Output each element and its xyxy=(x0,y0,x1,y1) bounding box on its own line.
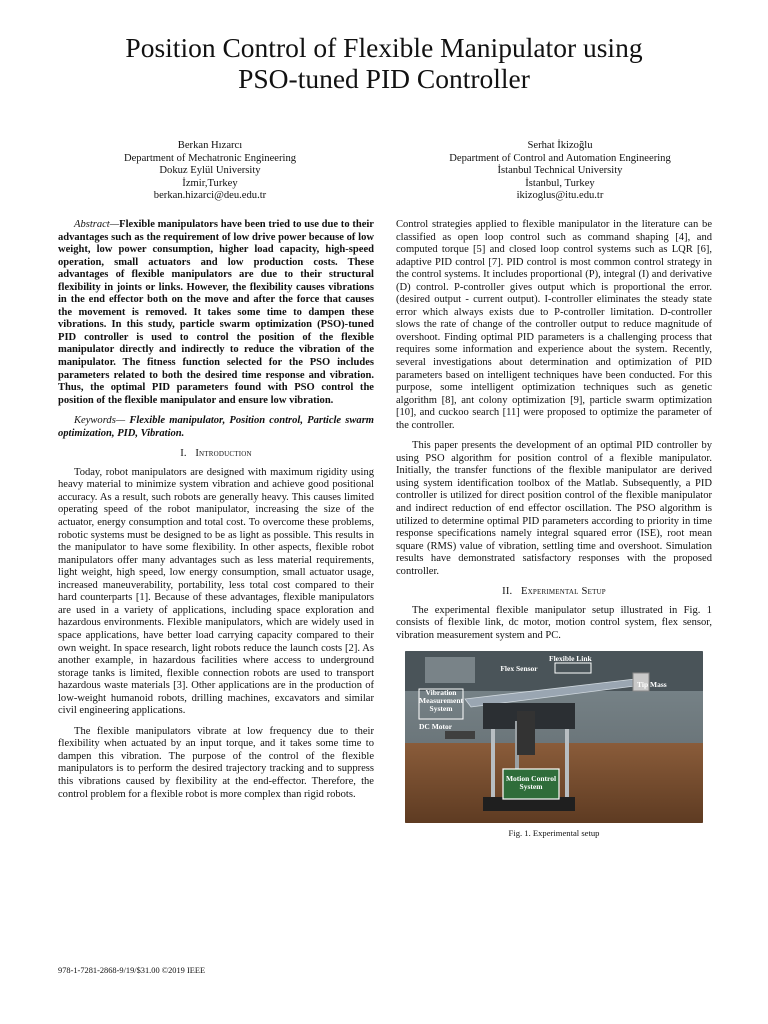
label-motion-control: Motion Control System xyxy=(505,773,557,791)
paragraph-intro-1: Today, robot manipulators are designed with maximum rigidity using heavy material to minimize system vibration and achieve good positional accuracy. As a result, such robots are generally heavy. This causes limited operating speed of the robot manipulator, increasing the size of the actuator, energy consumption and total cost. To overcome these problems, robotic systems must be designed to be as light as possible. This results in the manipulator to have some flexibility. In other aspects, flexible robot manipulators offer many advantages such as less material requirements, light weight, high speed, low energy consumption, small actuator usage, increased maneuverability, portability, less total cost compared to their hard counterparts [1]. Because of these advantages, flexible manipulators are used in a variety of applications, including space exploration and hazardous environments. Flexible manipulators, which are widely used in space applications, have better load carrying capacity compared to their own weight. In space research, light robots reduce the launch costs [2]. As another example, in hazardous facilities where access to underground storage tanks is limited, flexible connection robots are used to transport hazardous waste materials [3]. Other applications are in the production of low-weight humanoid robots, drilling machines, excavators and similar civil engineering applications. xyxy=(58,466,374,717)
label-flexible-link: Flexible Link xyxy=(549,653,592,663)
figure-experimental-setup xyxy=(405,651,703,823)
setup-photo xyxy=(405,651,703,823)
section-heading-setup: II. Experimental Setup xyxy=(502,586,606,598)
keywords-lead: Keywords— xyxy=(74,415,130,427)
figure-caption: Fig. 1. Experimental setup xyxy=(508,827,600,838)
background-window xyxy=(425,657,475,683)
author-email[interactable]: berkan.hizarci@deu.edu.tr xyxy=(153,190,267,202)
label-flex-sensor: Flex Sensor xyxy=(500,663,538,673)
author-city: İstanbul, Turkey xyxy=(525,177,595,189)
author-univ: İstanbul Technical University xyxy=(497,165,623,177)
footer-copyright: 978-1-7281-2868-9/19/$31.00 ©2019 IEEE xyxy=(58,966,206,975)
paragraph-intro-2: The flexible manipulators vibrate at low frequency due to their flexibility when actuated by an input torque, and it takes some time to dampen this vibration. The purpose of the control of the flexible manipulators is to perform the desired trajectory tracking and to suppress this vibrations caused by flexibility at the end-effector. Therefore, the control problem for a flexible robot is more complex than rigid robots. xyxy=(58,725,374,800)
author-city: İzmir,Turkey xyxy=(182,177,238,189)
right-column xyxy=(396,219,712,839)
support-rod xyxy=(565,729,569,807)
label-vibration-system: Vibration Measurement System xyxy=(419,687,464,713)
author-block-1 xyxy=(60,140,360,203)
left-column xyxy=(58,219,374,809)
author-dept: Department of Mechatronic Engineering xyxy=(123,152,297,164)
author-name: Berkan Hızarcı xyxy=(177,140,243,151)
section-heading-intro: I. Introduction xyxy=(180,448,252,460)
author-dept: Department of Control and Automation Engineering xyxy=(449,152,671,164)
support-rod xyxy=(491,729,495,807)
author-univ: Dokuz Eylül University xyxy=(159,165,261,177)
label-dc-motor: DC Motor xyxy=(419,721,453,731)
title-line-1: Position Control of Flexible Manipulator using xyxy=(125,32,643,63)
label-tip-mass: Tip Mass xyxy=(637,679,667,689)
author-name: Serhat İkizoğlu xyxy=(527,140,593,151)
dc-motor-body xyxy=(517,711,535,755)
paragraph-right-2: This paper presents the development of an optimal PID controller by using PSO algorithm for position control of a flexible manipulator. Initially, the transfer functions of the flexible manipulator are derived using system identification toolbox of the Matlab. Subsequently, a PID controller is utilized for direct position control of the flexible manipulator and indirect reduction of end effector oscillation. The PSO algorithm is utilized to determine optimal PID parameters according to priority in time response specifications namely integral squared error (ISE), root mean square (RMS) value of vibration, settling time and overshoot. Simulation results have demonstrated satisfactory responses with the proposed controller. xyxy=(396,440,712,577)
paragraph-setup-1: The experimental flexible manipulator setup illustrated in Fig. 1 consists of flexible link, dc motor, motion control system, flex sensor, vibration measurement system and PC. xyxy=(396,604,712,641)
author-email[interactable]: ikizoglus@itu.edu.tr xyxy=(516,190,604,202)
abstract xyxy=(58,219,374,407)
keywords-text: Flexible manipulator, Position control, Particle swarm optimization, PID, Vibration. xyxy=(58,415,374,439)
paper-title xyxy=(40,32,728,94)
paragraph-right-1: Control strategies applied to flexible manipulator in the literature can be classified as open loop control such as command shaping [4], and computed torque [5] and closed loop control systems such as LQR [6], adaptive PID control [7]. PID control is most common control strategy in the control systems. It includes proportional (P), integral (I) and derivative (D) control. P-controller gives output which is proportional the error. (desired output - current output). I-controller eliminates the steady state error which always exists due to P-controller limitation. D-controller slows the rate of change of the controller output to reduce magnitude of overshoot. Finding optimal PID parameters is a challenging process that requires some information and experience about the system. Recently, several investigations about determination and optimization of PID parameters based on intelligent techniques have been conducted. For this purpose, some intelligent optimization techniques such as genetic algorithm [8], ant colony optimization [9], particle swarm optimization [10], and cuckoo search [11] were proposed to optimize the parameter of the controller. xyxy=(396,219,712,431)
sensor-board xyxy=(445,731,475,739)
abstract-text: Flexible manipulators have been tried to use due to their advantages such as the requirement of low drive power because of low weight, low power consumption, higher load capacity, high-speed operation, small actuators and low production costs. These advantages of flexible manipulators are due to their structural flexibility in joints or links. However, the flexibility causes vibrations in the end effector both on the move and after the force that causes the movement is removed. It takes some time to dampen these vibrations. In this study, particle swarm optimization (PSO)-tuned PID controller is used to control the position of the flexible manipulator directly and indirectly to reduce the vibration of the manipulator. The fitness function selected for the PSO includes parameters related to both the desired time response and vibration. Thus, the optimal PID parameters found with PSO control the position of the flexible manipulator and ensure low vibration. xyxy=(58,219,374,406)
keywords xyxy=(58,415,374,440)
author-block-2 xyxy=(410,140,710,203)
abstract-lead: Abstract— xyxy=(74,219,120,230)
title-line-2: PSO-tuned PID Controller xyxy=(238,63,530,94)
